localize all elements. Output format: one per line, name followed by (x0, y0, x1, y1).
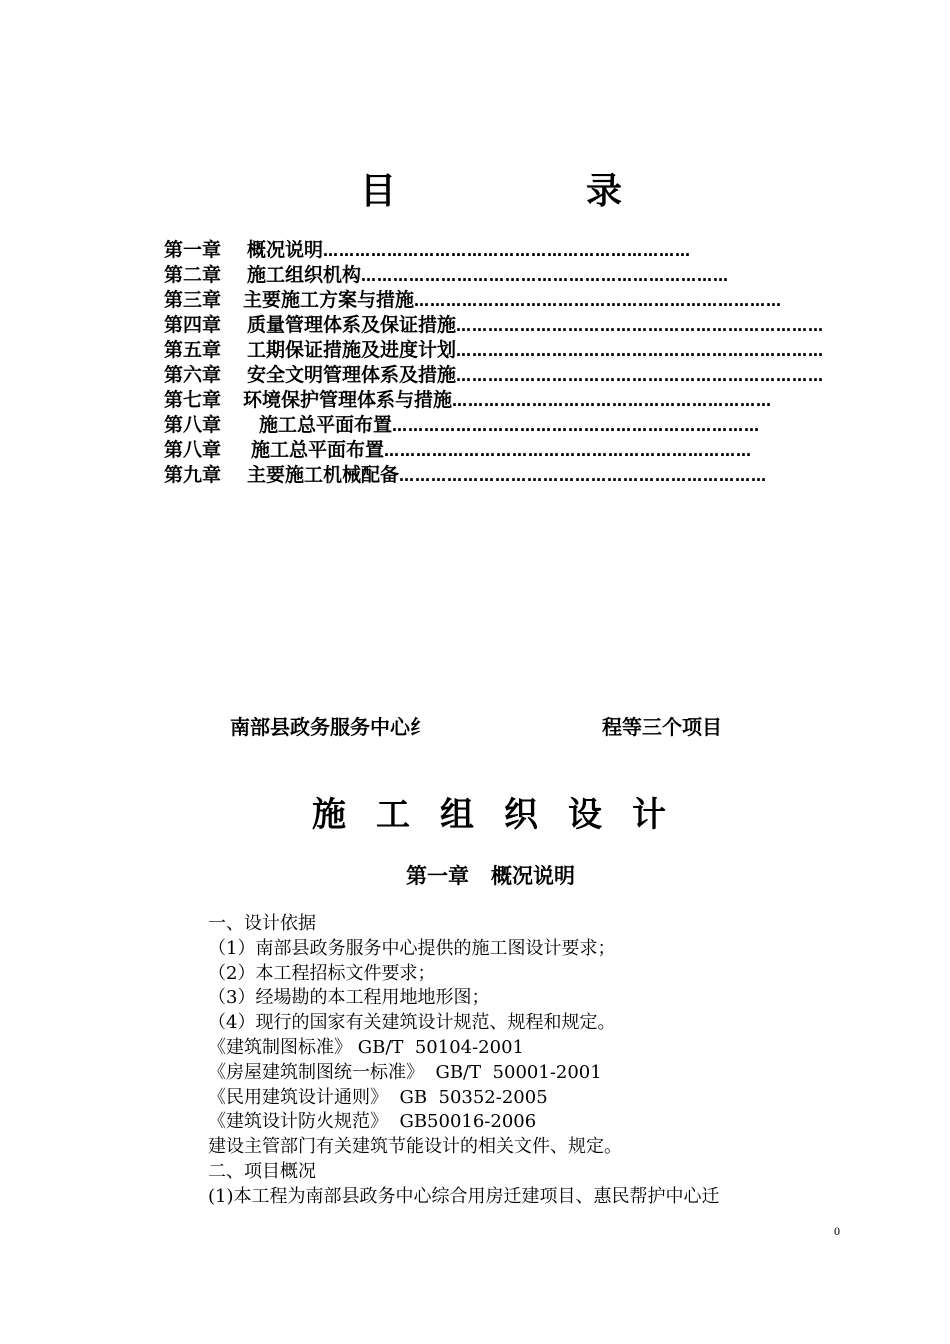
body-line: 二、项目概况 (208, 1160, 316, 1182)
toc-entry-chapter: 第三章 (164, 289, 222, 311)
toc-entry-leader-dots: …………………………………………………………… (414, 292, 783, 310)
toc-entry[interactable] (164, 413, 840, 438)
toc-title (360, 168, 622, 216)
toc-entry-label: 概况说明 (247, 239, 324, 261)
toc-entry-leader-dots: …………………………………………………………… (399, 467, 768, 485)
toc-entry-label: 环境保护管理体系与措施 (243, 389, 453, 411)
toc-entry-chapter: 第二章 (164, 264, 222, 286)
toc-entry-chapter: 第一章 (164, 239, 222, 261)
toc-entry-leader-dots: …………………………………………………………… (361, 267, 730, 285)
toc-title-right: 录 (586, 171, 623, 212)
chapter-heading-number: 第一章 (406, 864, 469, 888)
body-line: （4）现行的国家有关建筑设计规范、规程和规定。 (208, 1012, 616, 1034)
toc-entry-chapter: 第八章 (164, 439, 222, 461)
toc-entry-leader-dots: …………………………………………………… (452, 392, 773, 410)
toc-entry[interactable] (164, 363, 840, 388)
body-line: 《民用建筑设计通则》 GB 50352-2005 (208, 1086, 548, 1108)
toc-entry-label: 安全文明管理体系及措施 (247, 364, 457, 386)
toc-entry-leader-dots: …………………………………………………………… (456, 367, 825, 385)
toc-entry-leader-dots: …………………………………………………………… (384, 442, 753, 460)
toc-entry-chapter: 第九章 (164, 464, 222, 486)
toc-entry-leader-dots: …………………………………………………………… (392, 417, 761, 435)
project-name-part2: 程等三个项目 (602, 715, 722, 739)
body-line: 《建筑设计防火规范》 GB50016-2006 (208, 1111, 537, 1133)
body-line: 一、设计依据 (208, 913, 316, 934)
toc-entry[interactable] (164, 313, 840, 338)
body-line: 《建筑制图标准》 GB/T 50104-2001 (208, 1036, 524, 1058)
body-line: 《房屋建筑制图统一标准》 GB/T 50001-2001 (208, 1061, 602, 1083)
chapter-heading (406, 860, 575, 892)
toc-entry-chapter: 第六章 (164, 364, 222, 386)
page-number: 0 (834, 1224, 840, 1238)
body-line: (1)本工程为南部县政务中心综合用房迁建项目、惠民帮护中心迁 (208, 1185, 720, 1207)
project-name-part1: 南部县政务服务中心纟 (230, 715, 430, 739)
body-line: （2）本工程招标文件要求； (208, 962, 436, 984)
body-line: 建设主管部门有关建筑节能设计的相关文件、规定。 (208, 1136, 622, 1158)
toc-entry[interactable] (164, 438, 840, 463)
design-title: 施工组织设计 (312, 795, 696, 835)
toc-entry-label: 工期保证措施及进度计划 (247, 339, 457, 361)
chapter-heading-title: 概况说明 (491, 864, 575, 888)
toc-entry[interactable] (164, 463, 840, 488)
toc-entry-chapter: 第八章 (164, 414, 222, 436)
toc-entry-label: 施工总平面布置 (259, 414, 393, 436)
toc-entry-label: 质量管理体系及保证措施 (247, 314, 457, 336)
body-line: （1）南部县政务服务中心提供的施工图设计要求； (208, 937, 616, 959)
toc-entry-label: 施工组织机构 (247, 264, 362, 286)
toc-entry-leader-dots: …………………………………………………………… (323, 242, 692, 260)
toc-entry[interactable] (164, 263, 840, 288)
toc-title-left: 目 (360, 171, 397, 212)
project-name-line (230, 712, 722, 742)
toc-entry[interactable] (164, 288, 840, 313)
toc-entry[interactable] (164, 338, 840, 363)
toc-entry-chapter: 第五章 (164, 339, 222, 361)
toc-entry-chapter: 第七章 (164, 389, 222, 411)
toc-entry-label: 主要施工方案与措施 (243, 289, 415, 311)
table-of-contents (164, 238, 840, 488)
toc-entry[interactable] (164, 388, 840, 413)
toc-entry-leader-dots: …………………………………………………………… (456, 317, 825, 335)
toc-entry-chapter: 第四章 (164, 314, 222, 336)
toc-entry-leader-dots: …………………………………………………………… (456, 342, 825, 360)
body-text (208, 912, 848, 1210)
toc-entry-label: 施工总平面布置 (251, 439, 385, 461)
body-line: （3）经場勘的本工程用地地形图； (208, 987, 490, 1009)
toc-entry-label: 主要施工机械配备 (247, 464, 400, 486)
toc-entry[interactable] (164, 238, 840, 263)
